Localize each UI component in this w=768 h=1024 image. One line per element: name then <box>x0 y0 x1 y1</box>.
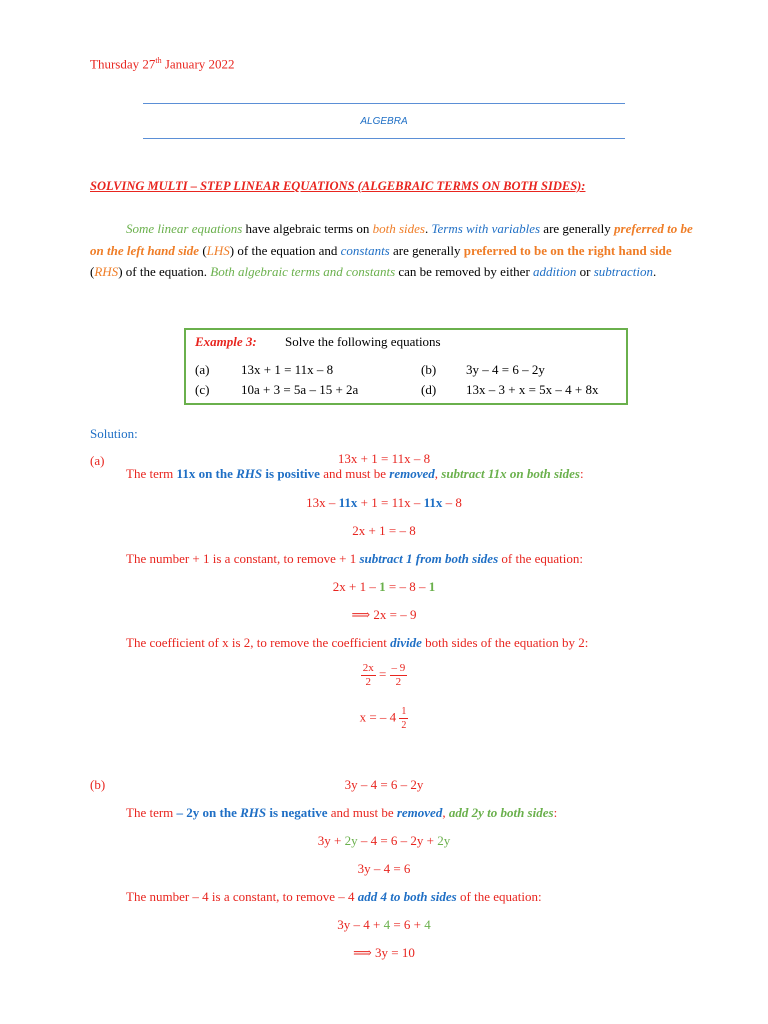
fraction-numerator: – 9 <box>391 662 406 674</box>
part-a-tag: (a) <box>90 453 105 468</box>
part-a-eq3: 2x + 1 = – 8 <box>352 523 416 538</box>
intro-text: . <box>652 264 657 279</box>
part-a-step3 <box>126 635 588 651</box>
example-item-equation: 13x – 3 + x = 5x – 4 + 8x <box>466 382 599 397</box>
example-item-equation: 3y – 4 = 6 – 2y <box>466 362 545 377</box>
answer-text: x = – 4 <box>359 709 397 725</box>
step-text: : <box>553 805 558 820</box>
intro-text: are generally <box>540 221 615 236</box>
intro-text: preferred to be on the right hand side <box>463 242 672 258</box>
eq-text: 1 <box>428 579 436 594</box>
part-a-eq2 <box>0 495 768 511</box>
eq-text: + 1 = 11x – <box>357 495 424 510</box>
step-text: 11x on the <box>176 466 237 481</box>
step-text: The coefficient of x is 2, to remove the coefficient <box>126 635 391 650</box>
intro-text: addition <box>533 264 577 279</box>
eq-text: 2y <box>437 833 451 848</box>
eq-text: – 8 <box>442 495 462 510</box>
part-a-answer <box>0 705 768 732</box>
equals-sign: = <box>378 666 387 682</box>
date <box>90 56 235 72</box>
example-item-tag: (b) <box>421 362 437 377</box>
intro-text: LHS <box>206 242 230 258</box>
example-item-equation: 13x + 1 = 11x – 8 <box>241 362 334 377</box>
fraction-numerator: 1 <box>401 706 407 717</box>
eq-text: 3y – 4 + <box>337 917 384 932</box>
intro-text: can be removed by either <box>395 264 534 279</box>
step-text: The number – 4 is a constant, to remove – 4 <box>126 889 358 904</box>
step-text: : <box>579 466 584 481</box>
example-item-equation: 10a + 3 = 5a – 15 + 2a <box>241 382 359 397</box>
eq-text: 1 <box>379 579 386 594</box>
intro-text: RHS <box>94 264 119 279</box>
intro-text: are generally <box>389 242 464 258</box>
example-label: Example 3: <box>195 334 257 349</box>
example-item-tag: (a) <box>195 362 210 377</box>
banner-bottom-rule <box>143 138 625 139</box>
intro-paragraph <box>90 218 700 283</box>
intro-text: Terms with variables <box>431 221 541 236</box>
step-text: , <box>442 805 449 820</box>
step-text: of the equation: <box>498 551 583 566</box>
intro-text: Both algebraic terms and constants <box>210 264 396 279</box>
date-suffix: th <box>155 56 162 65</box>
part-b-eq4 <box>0 917 768 933</box>
eq-text: 11x <box>423 495 443 510</box>
part-b-eq5: ⟹ 3y = 10 <box>353 945 415 960</box>
part-a-eq4 <box>0 579 768 595</box>
step-text: removed <box>396 805 443 820</box>
step-text: divide <box>390 635 422 650</box>
step-text: and must be <box>319 466 390 481</box>
eq-text: 2y <box>344 833 358 848</box>
step-text: , <box>434 466 442 481</box>
step-text: The number + 1 is a constant, to remove + 1 <box>126 551 360 566</box>
step-text: subtract 11x on both sides <box>441 466 580 481</box>
section-title: ALGEBRA <box>360 116 408 127</box>
step-text: of the equation: <box>456 889 542 904</box>
intro-text: . <box>424 221 432 236</box>
eq-text: – 4 = 6 – 2y + <box>357 833 438 848</box>
step-text: add 4 to both sides <box>357 889 457 904</box>
example-instruction: Solve the following equations <box>285 334 441 349</box>
part-b-eq2 <box>0 833 768 849</box>
step-text: – 2y on the <box>176 805 241 820</box>
fraction-left <box>361 662 376 689</box>
eq-text: = – 8 – <box>385 579 429 594</box>
step-text: is positive <box>262 466 320 481</box>
step-text: is negative <box>266 805 328 820</box>
step-text: The term <box>126 805 177 820</box>
fraction-denominator: 2 <box>395 676 402 688</box>
eq-text: 2x + 1 – <box>332 579 380 594</box>
fraction-denominator: 2 <box>401 720 407 731</box>
part-a-step2 <box>126 551 583 567</box>
answer-fraction <box>399 705 408 732</box>
intro-text: ( <box>199 242 207 258</box>
intro-text: ) of the equation. <box>118 264 211 279</box>
intro-text: constants <box>340 242 390 258</box>
step-text: and must be <box>327 805 397 820</box>
part-a-step1 <box>126 466 584 482</box>
intro-text: both sides <box>372 221 425 236</box>
part-b-step1 <box>126 805 557 821</box>
part-b-equation: 3y – 4 = 6 – 2y <box>344 777 424 792</box>
eq-text: 11x <box>338 495 358 510</box>
example-box <box>184 328 628 405</box>
eq-text: 3y + <box>317 833 345 848</box>
date-month-year: January 2022 <box>161 56 235 72</box>
intro-text: Some linear equations <box>126 221 243 236</box>
step-text: RHS <box>240 805 267 820</box>
intro-text: ) of the equation and <box>229 242 341 258</box>
eq-text: 13x – <box>306 495 339 510</box>
eq-text: 4 <box>424 917 431 932</box>
part-b-eq3: 3y – 4 = 6 <box>357 861 411 876</box>
lesson-heading: SOLVING MULTI – STEP LINEAR EQUATIONS (ALGEBRAIC TERMS ON BOTH SIDES): <box>90 179 586 193</box>
example-item-tag: (c) <box>195 382 210 397</box>
step-text: RHS <box>236 466 263 481</box>
intro-text: preferred to be on the left hand side <box>90 221 693 258</box>
intro-text: ( <box>90 264 95 279</box>
part-b-tag: (b) <box>90 777 106 792</box>
part-a-fraction-step <box>0 662 768 689</box>
step-text: subtract 1 from both sides <box>359 551 499 566</box>
example-item-tag: (d) <box>421 382 437 397</box>
step-text: removed <box>389 466 435 481</box>
step-text: add 2y to both sides <box>448 805 554 820</box>
banner-top-rule <box>143 103 625 104</box>
part-a-eq5: ⟹ 2x = – 9 <box>351 607 417 622</box>
solution-label: Solution: <box>90 426 138 441</box>
eq-text: 4 <box>383 917 391 932</box>
intro-text: have algebraic terms on <box>242 221 373 236</box>
step-text: The term <box>126 466 177 481</box>
fraction-right <box>390 662 408 689</box>
fraction-numerator: 2x <box>362 662 374 674</box>
part-a-equation: 13x + 1 = 11x – 8 <box>337 451 431 466</box>
eq-text: = 6 + <box>390 917 425 932</box>
intro-text: subtraction <box>593 264 653 279</box>
date-day: Thursday 27 <box>90 56 156 72</box>
fraction-denominator: 2 <box>365 676 371 688</box>
part-b-step2 <box>126 889 542 905</box>
step-text: both sides of the equation by 2: <box>421 635 589 650</box>
intro-text: or <box>576 264 594 279</box>
